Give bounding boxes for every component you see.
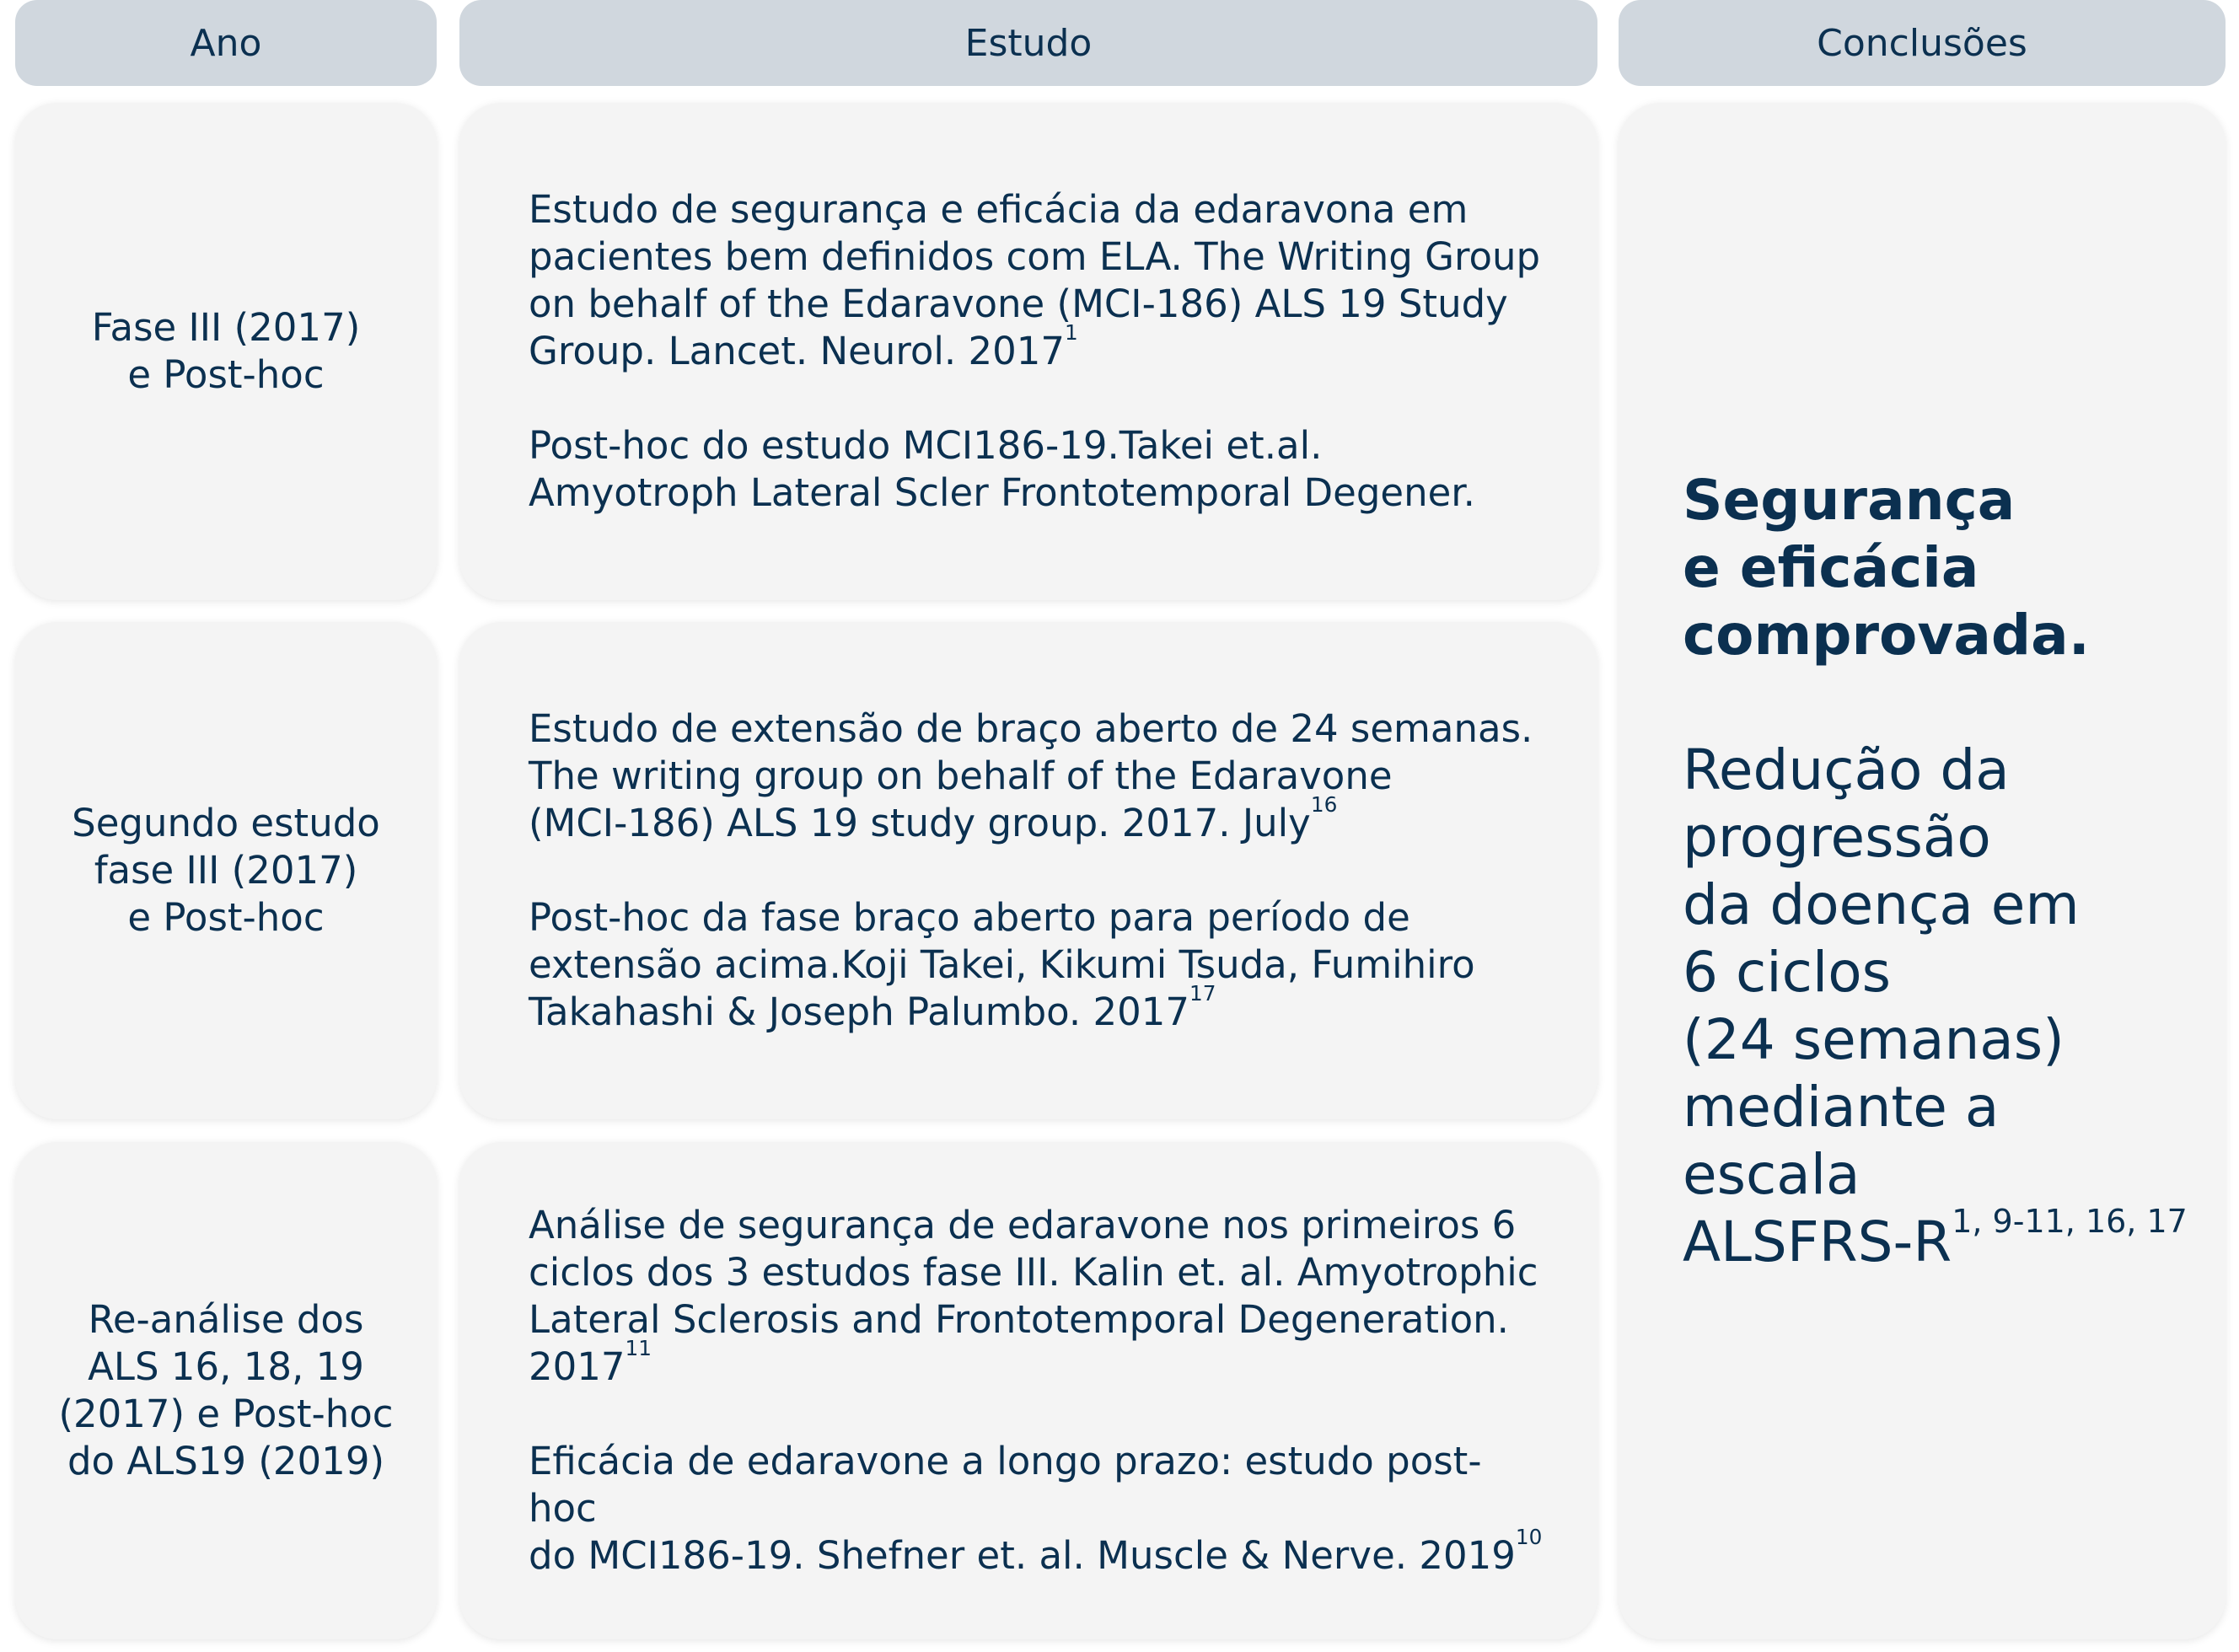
study-paragraph	[529, 422, 1547, 517]
conclusion-headline: Segurança e eficácia comprovada.	[1683, 467, 2090, 668]
year-text: Segundo estudo fase III (2017) e Post-hoc	[72, 801, 380, 940]
year-cell-3	[15, 1142, 437, 1639]
study-paragraph	[529, 705, 1547, 847]
conclusion-references: 1, 9-11, 16, 17	[1952, 1202, 2188, 1240]
study-paragraph	[529, 894, 1547, 1036]
study-paragraph	[529, 1202, 1547, 1391]
study-cell-2	[459, 622, 1597, 1119]
conclusion-body-text: Redução da progressão da doença em 6 ciclos (24 semanas) mediante a escala ALSFRS-R	[1683, 737, 2080, 1274]
study-text: Estudo de segurança e eficácia da edaravona em pacientes bem definidos com ELA. The Writing Group on behalf of the Edaravone (MCI-186) ALS 19 Study Group. Lancet. Neurol. 2017	[529, 187, 1541, 373]
reference-superscript: 10	[1515, 1525, 1543, 1549]
reference-superscript: 16	[1310, 792, 1338, 817]
header-estudo-label: Estudo	[964, 21, 1093, 65]
study-text: Post-hoc da fase braço aberto para período de extensão acima.Koji Takei, Kikumi Tsuda, Fumihiro Takahashi & Joseph Palumbo. 2017	[529, 895, 1475, 1034]
header-conclusoes-label: Conclusões	[1817, 21, 2027, 65]
reference-superscript: 1	[1065, 320, 1078, 345]
study-paragraph	[529, 186, 1547, 375]
reference-superscript: 11	[625, 1336, 652, 1360]
study-text: Post-hoc do estudo MCI186-19.Takei et.al. Amyotroph Lateral Scler Frontotemporal Degener.	[529, 423, 1475, 515]
header-conclusoes	[1619, 0, 2226, 86]
year-cell-1	[15, 103, 437, 600]
header-ano	[15, 0, 437, 86]
header-estudo	[459, 0, 1597, 86]
study-text: Eficácia de edaravone a longo prazo: estudo post-hoc do MCI186-19. Shefner et. al. Muscle & Nerve. 2019	[529, 1439, 1516, 1578]
year-text: Fase III (2017) e Post-hoc	[91, 305, 361, 397]
study-cell-3	[459, 1142, 1597, 1639]
study-text: Estudo de extensão de braço aberto de 24 semanas. The writing group on behalf of the Edaravone (MCI-186) ALS 19 study group. 2017. July	[529, 706, 1533, 845]
year-text: Re-análise dos ALS 16, 18, 19 (2017) e Post-hoc do ALS19 (2019)	[58, 1297, 394, 1483]
year-cell-2	[15, 622, 437, 1119]
study-paragraph	[529, 1438, 1547, 1580]
reference-superscript: 17	[1189, 981, 1216, 1006]
conclusion-body	[1683, 737, 2192, 1276]
study-text: Análise de segurança de edaravone nos primeiros 6 ciclos dos 3 estudos fase III. Kalin et. al. Amyotrophic Lateral Sclerosis and Frontotemporal Degeneration. 2017	[529, 1203, 1538, 1389]
header-ano-label: Ano	[190, 21, 262, 65]
conclusion-cell	[1619, 103, 2226, 1639]
study-cell-1	[459, 103, 1597, 600]
